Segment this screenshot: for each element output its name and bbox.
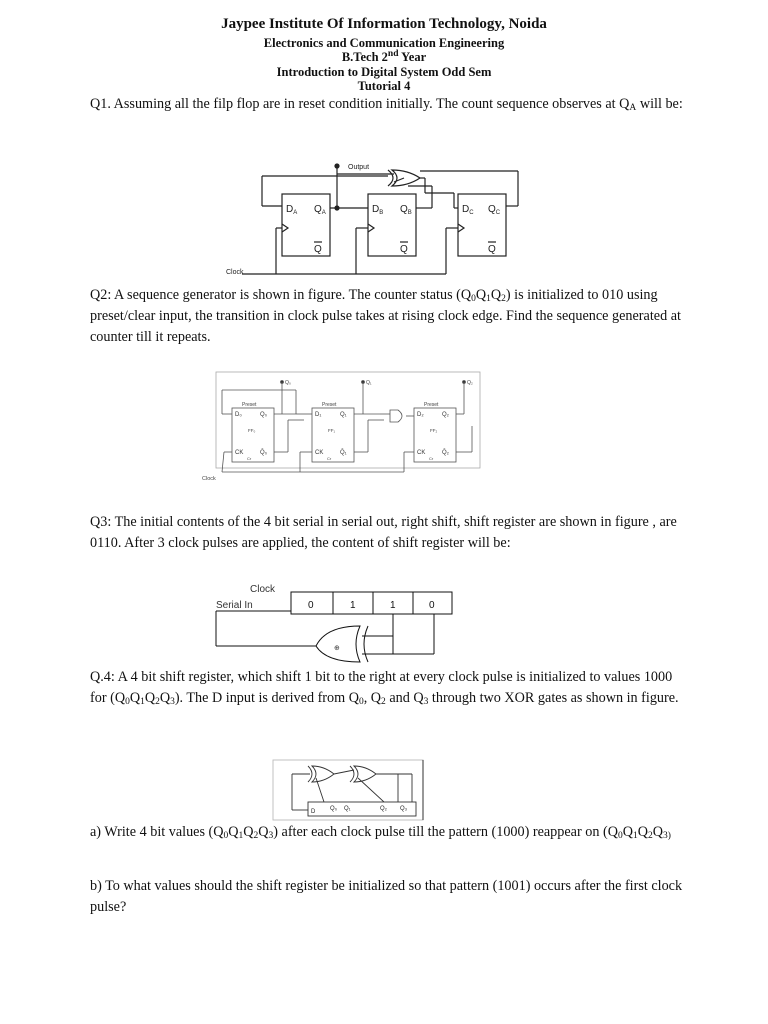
ff2-label: FF₂ [430, 428, 438, 433]
output-label: Output [348, 164, 370, 171]
question-4b-text: b) To what values should the shift register be initialized so that pattern (1001) occurs after the first clock pulse? [90, 878, 683, 915]
q0-tap-label: Q₀ [285, 380, 291, 386]
q1-tap-label: Q₁ [366, 380, 372, 386]
ff1-q: Q₁ [340, 412, 347, 418]
ff-b-qbar-label: Q [400, 244, 408, 255]
register-cell-4: 0 [429, 600, 435, 611]
q4-xor-gate-1 [312, 766, 334, 782]
ff2-preset: Preset [424, 402, 439, 408]
question-4a-text: a) Write 4 bit values $(Q_0Q_1Q_2Q_3)$ after each clock pulse till the pattern (1000) reappear on ($Q_0Q_1Q_2Q_{3)}$ [90, 824, 671, 841]
ff2-qbar: Q̄₂ [442, 450, 449, 456]
year-line: B.Tech 2nd Year [341, 49, 427, 64]
q4-q3-label: Q₃ [400, 806, 408, 812]
department-line: Electronics and Communication Engineering [263, 36, 505, 50]
institute-title: Jaypee Institute Of Information Technology, Noida [221, 16, 547, 32]
q3-shift-register-diagram [212, 580, 457, 662]
ff1-label: FF₁ [328, 428, 336, 433]
register-cell-1: 0 [308, 600, 314, 611]
ff-a-d-label: $D_A$ [286, 204, 298, 216]
ff2-d: D₂ [417, 412, 424, 418]
q4-q2-label: Q₂ [380, 806, 387, 812]
ff2-q: Q₂ [442, 412, 449, 418]
ff0-d: D₀ [235, 412, 242, 418]
q1-ring-counter-diagram [222, 156, 532, 280]
ff-b-q-label: $Q_B$ [400, 204, 412, 216]
ff0-label: FF₀ [248, 428, 256, 433]
q4-q0-label: Q₀ [330, 806, 338, 812]
q2-sequence-generator-diagram [200, 368, 485, 482]
q4-xor-shift-register-diagram [272, 758, 427, 822]
xor-gate [392, 170, 420, 186]
ff2-ck: CK [417, 450, 426, 456]
q4-d-label: D [311, 809, 316, 815]
question-4-text: Q.4: A 4 bit shift register, which shift 1 bit to the right at every clock pulse is initialized to values 1000 for $(Q_0Q_1Q_2Q_3)$. The D input is derived from $Q_0$, $Q_2$ and $Q_3$ through two XOR gates as shown in figure. [90, 669, 679, 707]
serial-in-label: Serial In [216, 600, 253, 611]
ff1-preset: Preset [322, 402, 337, 408]
tutorial-number: Tutorial 4 [357, 79, 411, 93]
ff-a-q-label: $Q_A$ [314, 204, 326, 216]
ff1-cr: Cr [327, 456, 332, 461]
q4-q1-label: Q₁ [344, 806, 351, 812]
ff-c-d-label: $D_C$ [462, 204, 474, 216]
ff0-preset: Preset [242, 402, 257, 408]
question-1-text: Q1. Assuming all the filp flop are in reset condition initially. The count sequence observes at $Q_A$ will be: [90, 96, 683, 113]
q3-xor-gate [316, 626, 360, 662]
ff-c-q-label: $Q_C$ [488, 204, 501, 216]
q2-logic-gate [390, 410, 402, 422]
ff1-qbar: Q̄₁ [340, 450, 347, 456]
clock-label: Clock [226, 269, 244, 276]
q2-clock-label: Clock [202, 476, 216, 482]
question-3-text: Q3: The initial contents of the 4 bit serial in serial out, right shift, shift register are shown in figure , are 0110. After 3 clock pulses are applied, the content of shift register will be: [90, 514, 677, 551]
ff0-cr: Cr [247, 456, 252, 461]
ff0-qbar: Q̄₀ [260, 450, 268, 456]
ff-a-qbar-label: Q [314, 244, 322, 255]
ff-b-d-label: $D_B$ [372, 204, 384, 216]
register-cell-2: 1 [350, 600, 356, 611]
course-line: Introduction to Digital System Odd Sem [276, 65, 492, 79]
ff-c-qbar-label: Q [488, 244, 496, 255]
ff0-ck: CK [235, 450, 244, 456]
ff1-d: D₁ [315, 412, 322, 418]
xor-symbol: ⊕ [334, 645, 340, 652]
question-2-text: Q2: A sequence generator is shown in figure. The counter status $(Q_0Q_1Q_2)$ is initialized to 010 using preset/clear input, the transition in clock pulse takes at rising clock edge. Find the sequence generated at counter till it repeats. [90, 287, 681, 345]
q4-xor-gate-2 [354, 766, 376, 782]
ff0-q: Q₀ [260, 412, 268, 418]
register-cell-3: 1 [390, 600, 396, 611]
q3-clock-label: Clock [250, 584, 276, 595]
ff2-cr: Cr [429, 456, 434, 461]
ff1-ck: CK [315, 450, 324, 456]
q2-tap-label: Q₂ [467, 380, 473, 386]
register-body [291, 592, 452, 614]
